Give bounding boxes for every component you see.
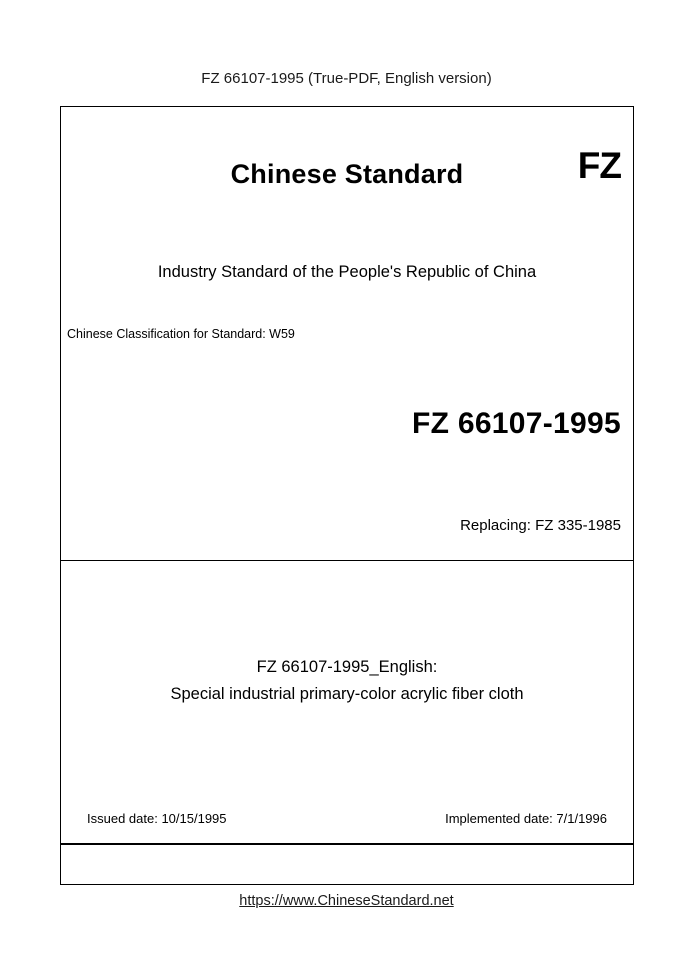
cover-upper-section — [61, 107, 633, 561]
cover-lower-section — [61, 561, 633, 884]
standard-title-line-2: Special industrial primary-color acrylic fiber cloth — [170, 685, 524, 703]
issuer-bar — [61, 843, 633, 884]
standard-title — [61, 654, 633, 708]
issued-date: Issued date: 10/15/1995 — [87, 811, 227, 826]
page-title: FZ 66107-1995 (True-PDF, English version) — [201, 70, 492, 87]
standard-number: FZ 66107-1995 — [411, 407, 621, 440]
classification-code: Chinese Classification for Standard: W59 — [67, 327, 295, 341]
industry-standard-line: Industry Standard of the People's Republic of China — [157, 263, 537, 281]
standard-title-line-1: FZ 66107-1995_English: — [256, 658, 438, 676]
website-link[interactable]: https://www.ChineseStandard.net — [239, 893, 454, 909]
implemented-date: Implemented date: 7/1/1996 — [445, 811, 607, 826]
dates-row — [61, 811, 633, 826]
cover-frame — [60, 106, 634, 885]
replacing-standard: Replacing: FZ 335-1985 — [460, 517, 621, 534]
fz-logo: FZ — [577, 145, 621, 186]
chinese-standard-heading: Chinese Standard — [230, 159, 464, 189]
